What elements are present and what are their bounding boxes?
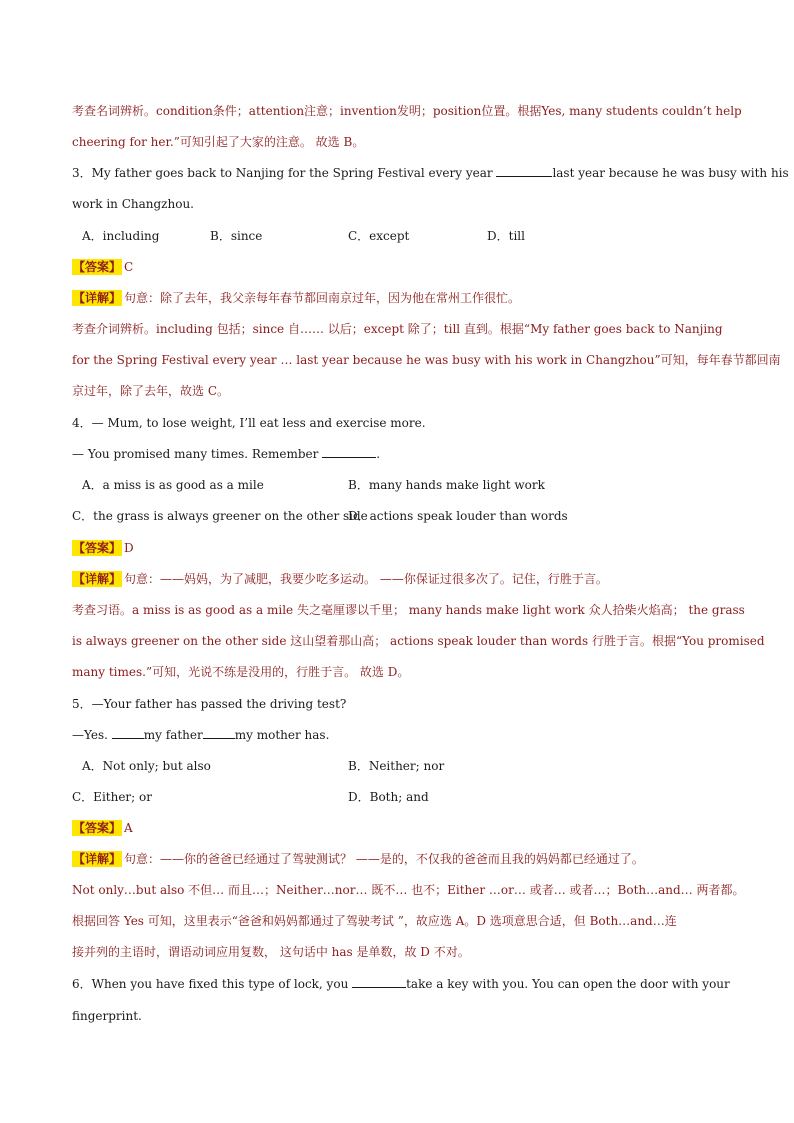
q3-stem-line-2: work in Changzhou.: [72, 197, 194, 211]
q4-answer: [72, 540, 732, 556]
q4-option-b: B．many hands make light work: [348, 478, 545, 492]
q4-blank: [322, 446, 376, 458]
q3-explanation-line-2: for the Spring Festival every year … last year because he was busy with his work in Changzhou”可知，每年春节都回南: [72, 353, 781, 367]
q3-answer-value: C: [124, 260, 134, 274]
q5-answer-value: A: [124, 821, 133, 835]
q3-stem-part-b: last year because he was busy with his: [552, 166, 789, 180]
q5-detail-text: 句意：——你的爸爸已经通过了驾驶测试？ ——是的，不仅我的爸爸而且我的妈妈都已经通过了。: [124, 852, 644, 866]
q4-explanation-line-3: many times.”可知，光说不练是没用的，行胜于言。 故选 D。: [72, 665, 410, 679]
q4-option-d: D．actions speak louder than words: [348, 509, 568, 523]
detail-tag: 【详解】: [73, 852, 122, 866]
q5-stem-line-1: 5．—Your father has passed the driving test?: [72, 697, 347, 711]
q4-explanation-line-1: 考查习语。a miss is as good as a mile 失之毫厘谬以千里； many hands make light work 众人拾柴火焰高； the grass: [72, 603, 745, 617]
q3-blank: [496, 165, 552, 177]
q5-explanation-line-2: 根据回答 Yes 可知，这里表示“爸爸和妈妈都通过了驾驶考试 ”，故应选 A。D 选项意思合适，但 Both…and…连: [72, 914, 677, 928]
q3-option-c: C．except: [348, 229, 410, 243]
q5-option-a: A．Not only; but also: [82, 759, 211, 773]
q6-stem-part-a: 6．When you have fixed this type of lock, you: [72, 977, 353, 991]
q5-explanation-line-3: 接并列的主语时，谓语动词应用复数， 这句话中 has 是单数，故 D 不对。: [72, 945, 470, 959]
q4-detail-text: 句意：——妈妈，为了减肥，我要少吃多运动。 ——你保证过很多次了。记住，行胜于言。: [124, 572, 608, 586]
q3-option-a: A．including: [82, 229, 160, 243]
q3-detail: [72, 290, 732, 306]
q5-option-d: D．Both; and: [348, 790, 429, 804]
q2-explanation-line-1: 考查名词辨析。condition条件；attention注意；invention发明；position位置。根据Yes, many students couldn’t help: [72, 104, 742, 118]
answer-tag: 【答案】: [73, 821, 122, 835]
q2-explanation-line-2: cheering for her.”可知引起了大家的注意。 故选 B。: [72, 135, 365, 149]
q6-stem-part-b: take a key with you. You can open the door with your: [406, 977, 730, 991]
q4-detail: [72, 571, 732, 587]
q3-detail-text: 句意：除了去年，我父亲每年春节都回南京过年，因为他在常州工作很忙。: [124, 291, 521, 305]
answer-tag: 【答案】: [73, 541, 122, 555]
q6-blank: [352, 976, 406, 988]
q4-answer-value: D: [124, 541, 134, 555]
q4-stem-part-b: .: [376, 447, 381, 461]
q5-detail: [72, 851, 732, 867]
q4-stem-line-1: 4．— Mum, to lose weight, I’ll eat less and exercise more.: [72, 416, 426, 430]
q3-option-d: D．till: [487, 229, 525, 243]
q3-explanation-line-3: 京过年，除了去年，故选 C。: [72, 384, 229, 398]
q5-option-c: C．Either; or: [72, 790, 152, 804]
q5-answer: [72, 820, 732, 836]
q4-stem-part-a: — You promised many times. Remember: [72, 447, 323, 461]
q3-answer: [72, 259, 732, 275]
q3-explanation-line-1: 考查介词辨析。including 包括；since 自…… 以后；except 除了；till 直到。根据“My father goes back to Nanjing: [72, 322, 723, 336]
q5-option-b: B．Neither; nor: [348, 759, 445, 773]
q5-blank-2: [203, 727, 235, 739]
q6-stem-line-2: fingerprint.: [72, 1009, 142, 1023]
q4-stem-line-2: [72, 446, 732, 462]
q3-stem-line-1: [72, 165, 789, 181]
q5-stem-part-a: —Yes.: [72, 728, 112, 742]
q4-explanation-line-2: is always greener on the other side 这山望着那山高； actions speak louder than words 行胜于言。根据“You promised: [72, 634, 765, 648]
q5-explanation-line-1: Not only…but also 不但… 而且…；Neither…nor… 既不… 也不；Either …or… 或者… 或者…；Both…and… 两者都。: [72, 883, 745, 897]
detail-tag: 【详解】: [73, 572, 122, 586]
q4-option-c: C．the grass is always greener on the other side: [72, 509, 368, 523]
q6-stem-line-1: [72, 976, 732, 992]
q5-stem-part-c: my mother has.: [234, 728, 330, 742]
q5-stem-line-2: [72, 727, 732, 743]
q3-option-b: B．since: [210, 229, 263, 243]
q3-stem-part-a: 3．My father goes back to Nanjing for the Spring Festival every year: [72, 166, 497, 180]
q4-option-a: A．a miss is as good as a mile: [82, 478, 264, 492]
q5-stem-part-b: my father: [143, 728, 203, 742]
q5-blank-1: [112, 727, 144, 739]
detail-tag: 【详解】: [73, 291, 122, 305]
answer-tag: 【答案】: [73, 260, 122, 274]
